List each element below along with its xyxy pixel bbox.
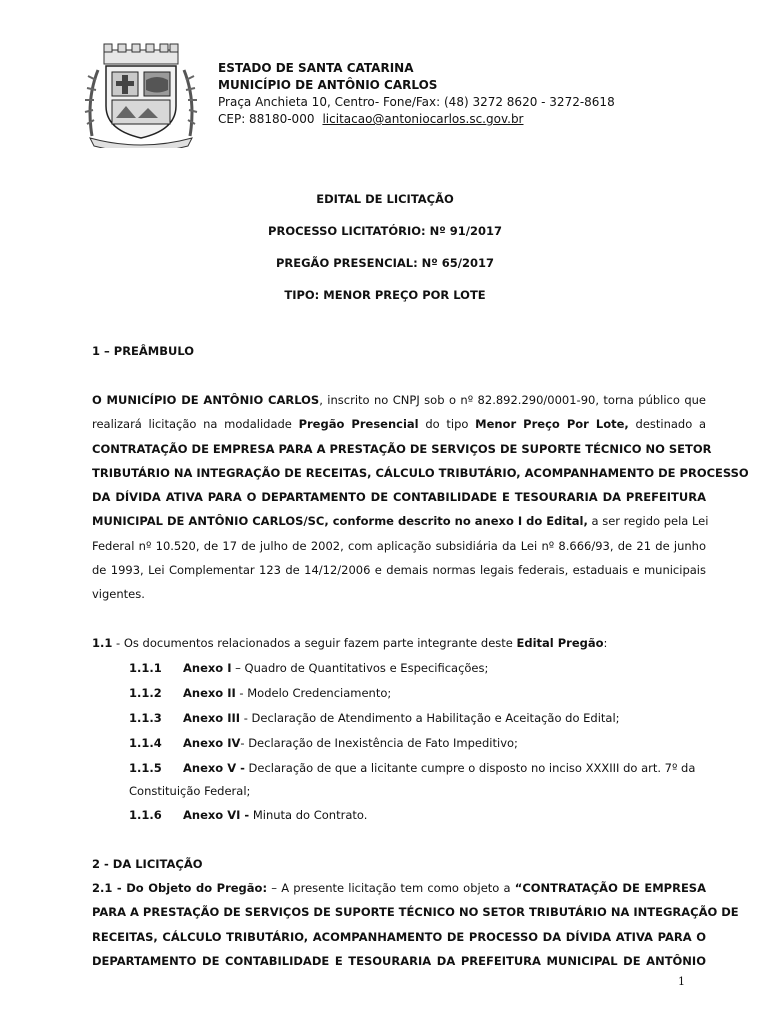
anexo-item: 1.1.6 Anexo VI - Minuta do Contrato. — [129, 808, 368, 822]
preamble-line: Federal nº 10.520, de 17 de julho de 2002, com aplicação subsidiária da Lei nº 8.666/93, de 21 de junho — [92, 538, 706, 553]
cep: CEP: 88180-000 — [218, 112, 315, 126]
letterhead — [218, 60, 615, 128]
preamble-line: CONTRATAÇÃO DE EMPRESA PARA A PRESTAÇÃO DE SERVIÇOS DE SUPORTE TÉCNICO NO SETOR — [92, 441, 712, 456]
municipality-name: MUNICÍPIO DE ANTÔNIO CARLOS — [218, 78, 438, 92]
section-heading-preambulo: 1 – PREÂMBULO — [92, 344, 195, 358]
licitacao-line: PARA A PRESTAÇÃO DE SERVIÇOS DE SUPORTE TÉCNICO NO SETOR TRIBUTÁRIO NA INTEGRAÇÃO DE — [92, 905, 739, 920]
cep-email-line — [218, 111, 615, 128]
title-processo: PROCESSO LICITATÓRIO: Nº 91/2017 — [268, 224, 502, 238]
state-name: ESTADO DE SANTA CATARINA — [218, 61, 414, 75]
licitacao-line: DEPARTAMENTO DE CONTABILIDADE E TESOURARIA DA PREFEITURA MUNICIPAL DE ANTÔNIO — [92, 953, 706, 968]
preamble-line: O MUNICÍPIO DE ANTÔNIO CARLOS, inscrito no CNPJ sob o nº 82.892.290/0001-90, torna público que — [92, 393, 707, 407]
title-pregao: PREGÃO PRESENCIAL: Nº 65/2017 — [275, 256, 495, 270]
municipal-crest-logo — [82, 40, 200, 148]
page-number: 1 — [678, 975, 685, 988]
preamble-line: realizará licitação na modalidade Pregão Presencial do tipo Menor Preço Por Lote, destinado a — [92, 417, 707, 432]
anexo-item: 1.1.4 Anexo IV- Declaração de Inexistência de Fato Impeditivo; — [129, 736, 518, 750]
preamble-line: DA DÍVIDA ATIVA PARA O DEPARTAMENTO DE CONTABILIDADE E TESOURARIA DA PREFEITURA — [92, 490, 706, 505]
title-edital: EDITAL DE LICITAÇÃO — [316, 192, 454, 206]
section-heading-licitacao: 2 - DA LICITAÇÃO — [92, 857, 203, 871]
title-tipo: TIPO: MENOR PREÇO POR LOTE — [284, 288, 486, 302]
preamble-line: MUNICIPAL DE ANTÔNIO CARLOS/SC, conforme descrito no anexo I do Edital, a ser regido pela Lei — [92, 514, 709, 529]
preamble-line: de 1993, Lei Complementar 123 de 14/12/2006 e demais normas legais federais, estaduais e municipais — [92, 563, 706, 578]
item-1-1: 1.1 - Os documentos relacionados a seguir fazem parte integrante deste Edital Pregão: — [92, 636, 608, 650]
anexo-item: 1.1.3 Anexo III - Declaração de Atendimento a Habilitação e Aceitação do Edital; — [129, 711, 620, 725]
licitacao-line: 2.1 - Do Objeto do Pregão: – A presente licitação tem como objeto a “CONTRATAÇÃO DE EMPRESA — [92, 881, 706, 895]
email-link[interactable]: licitacao@antoniocarlos.sc.gov.br — [322, 112, 524, 126]
anexo-item: 1.1.5 Anexo V - Declaração de que a licitante cumpre o disposto no inciso XXXIII do art. 7º da — [129, 761, 696, 775]
anexo-item-continuation: Constituição Federal; — [129, 784, 251, 798]
preamble-line: TRIBUTÁRIO NA INTEGRAÇÃO DE RECEITAS, CÁLCULO TRIBUTÁRIO, ACOMPANHAMENTO DE PROCESSO — [92, 465, 749, 480]
preamble-line: vigentes. — [92, 587, 145, 602]
licitacao-line: RECEITAS, CÁLCULO TRIBUTÁRIO, ACOMPANHAMENTO DE PROCESSO DA DÍVIDA ATIVA PARA O — [92, 929, 706, 944]
anexo-item: 1.1.1 Anexo I – Quadro de Quantitativos e Especificações; — [129, 661, 489, 675]
anexo-item: 1.1.2 Anexo II - Modelo Credenciamento; — [129, 686, 392, 700]
licitacao-paragraph — [92, 876, 739, 973]
address-line: Praça Anchieta 10, Centro- Fone/Fax: (48) 3272 8620 - 3272-8618 — [218, 95, 615, 109]
preamble-paragraph — [92, 388, 749, 607]
